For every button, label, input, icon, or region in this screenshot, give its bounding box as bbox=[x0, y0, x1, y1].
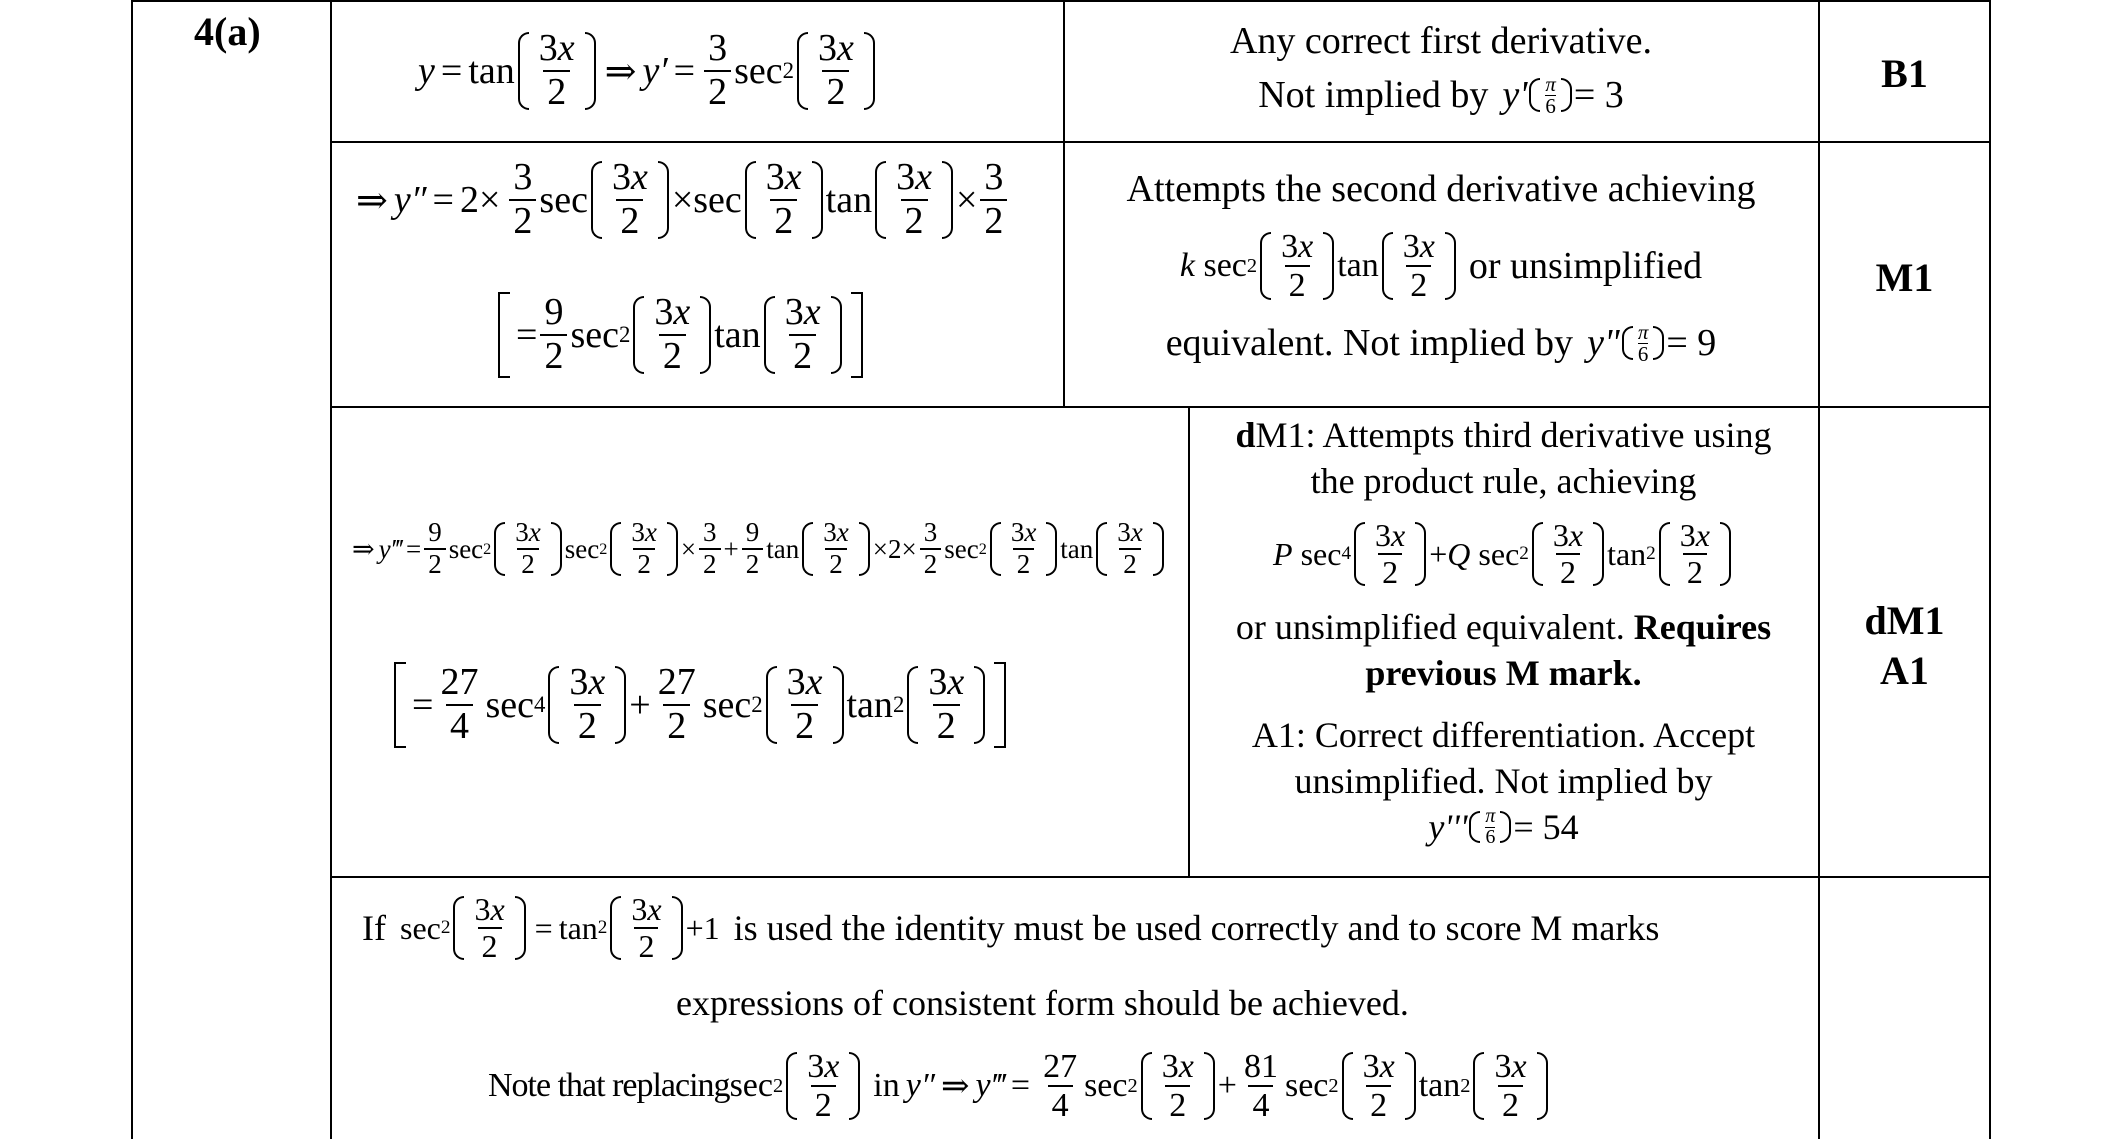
row1-comment-line1: Any correct first derivative. bbox=[1229, 20, 1653, 62]
note-line1: If sec 2 $\frac{3x}{2}$ = tan 2 $\frac{3x}{2}$ +1 is used the identity must be used correctly and to score M marks bbox=[362, 890, 1660, 964]
row3-comment-requires: Requires bbox=[1633, 607, 1772, 647]
table-border-right bbox=[1989, 0, 1991, 1139]
note-line1-pre: If bbox=[362, 908, 386, 948]
row3-working-line2: = $\frac{27}{4}$ sec 4 $\frac{3x}{2}$ + $\frac{27}{2}$ sec 2 $\frac{3x}{2}$ tan 2 $\frac{3x}{2}$ bbox=[394, 636, 1006, 774]
row3-comment-line4: previous M mark. bbox=[1365, 653, 1642, 693]
row3-comment-line3: or unsimplified equivalent. bbox=[1235, 607, 1625, 647]
row2-working-line2: = $\frac{9}{2}$ sec 2 $\frac{3x}{2}$ tan $\frac{3x}{2}$ bbox=[498, 268, 863, 402]
note-line3-pre: Note that replacing bbox=[488, 1067, 730, 1104]
row2-mark: M1 bbox=[1875, 255, 1934, 300]
row3-mark bbox=[1820, 596, 1989, 696]
row-divider-2 bbox=[330, 406, 1991, 408]
row-divider-3 bbox=[330, 876, 1991, 878]
table-top-border bbox=[131, 0, 1991, 2]
row1-comment: Any correct first derivative. Not implied by y' π 6 = 3 bbox=[1065, 14, 1817, 122]
row2-comment-line2: or unsimplified bbox=[1468, 245, 1703, 287]
row3-comment-line5: A1: Correct differentiation. Accept bbox=[1251, 715, 1756, 755]
row2-comment: Attempts the second derivative achieving k sec 2 $\frac{3x}{2}$ tan $\frac{3x}{2}$ or unsimplified equivalent. Not implied by y" π 6 = 9 bbox=[1065, 162, 1817, 370]
row1-mark: B1 bbox=[1881, 51, 1928, 96]
row3-comment-prefix: d bbox=[1235, 415, 1256, 455]
row-divider-1 bbox=[330, 141, 1991, 143]
row3-comment-value: = 54 bbox=[1513, 807, 1579, 847]
row2-comment-value: = 9 bbox=[1666, 322, 1717, 364]
note-line1-post: is used the identity must be used correctly and to score M marks bbox=[733, 908, 1660, 948]
row2-comment-line1: Attempts the second derivative achieving bbox=[1126, 168, 1756, 210]
table-border-left bbox=[131, 0, 133, 1139]
row3-comment-line1: M1: Attempts third derivative using bbox=[1255, 415, 1772, 455]
row2-working-line1: ⇒ y″ = 2× $\frac{3}{2}$ sec $\frac{3x}{2}$ ×sec $\frac{3x}{2}$ tan $\frac{3x}{2}$ × $\frac{3}{2}$ bbox=[356, 152, 1010, 248]
table-divider-question bbox=[330, 0, 332, 1139]
row1-working: y = tan $\frac{3x}{2}$ ⇒ y′ = $\frac{3}{2}$ sec 2 $\frac{3x}{2}$ bbox=[418, 8, 878, 134]
row1-comment-value: = 3 bbox=[1573, 74, 1624, 116]
row3-mark-a1: A1 bbox=[1880, 648, 1929, 693]
question-number: 4(a) bbox=[194, 9, 261, 54]
row3-mark-dm1: dM1 bbox=[1864, 598, 1945, 643]
row1-comment-line2: Not implied by bbox=[1258, 74, 1489, 116]
row2-comment-line3: equivalent. Not implied by bbox=[1165, 322, 1574, 364]
row3-working-line1: ⇒ y‴ = $\frac{9}{2}$ sec 2 $\frac{3x}{2}$ sec 2 $\frac{3x}{2}$ × $\frac{3}{2}$ + $\frac{9}{2}$ tan $\frac{3x}{2}$ ×2× $\frac{3}{2}$ sec 2 $\frac{3x}{2}$ tan $\frac{3x}{2}$ bbox=[352, 508, 1167, 590]
note-line3-mid: in bbox=[873, 1067, 900, 1104]
table-divider-mark bbox=[1818, 0, 1820, 1139]
note-line3: Note that replacing sec 2 $\frac{3x}{2}$ in y″ ⇒ y‴ = $\frac{27}{4}$ sec 2 $\frac{3x}{2}$ + $\frac{81}{4}$ sec 2 $\frac{3x}{2}$ tan 2 $\frac{3x}{2}$ bbox=[488, 1036, 1551, 1136]
note-line2: expressions of consistent form should be achieved. bbox=[676, 983, 1409, 1023]
row3-comment-line6: unsimplified. Not implied by bbox=[1294, 761, 1713, 801]
row3-comment: dM1: Attempts third derivative using the product rule, achieving P sec 4 $\frac{3x}{2}$ + Q sec 2 $\frac{3x}{2}$ tan 2 $\frac{3x}{2}$ or unsimplified equivalent. Requires previous M mark. A1: Correct differentiation. Accept unsimplified. Not implied by y''' π 6 = 54 bbox=[1190, 412, 1817, 850]
row3-comment-line2: the product rule, achieving bbox=[1310, 461, 1697, 501]
